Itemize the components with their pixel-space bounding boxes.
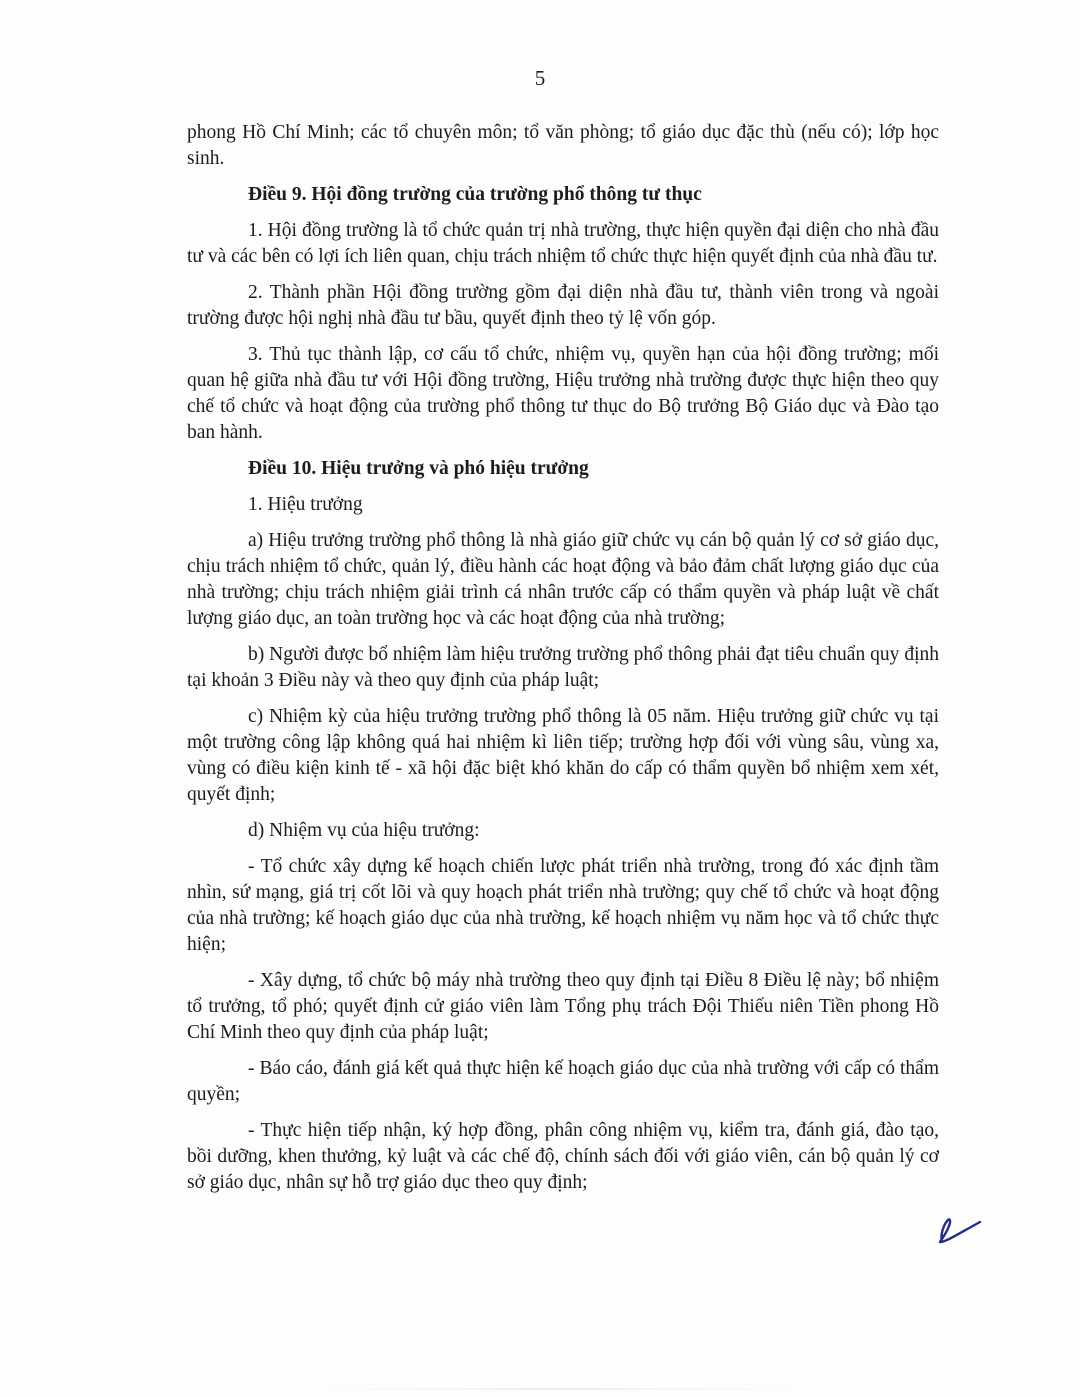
initial-signature-mark: [928, 1212, 984, 1246]
paragraph: - Tổ chức xây dựng kế hoạch chiến lược phát triển nhà trường, trong đó xác định tầm nhìn, sứ mạng, giá trị cốt lõi và quy hoạch phát triển nhà trường; quy chế tổ chức và hoạt động của nhà trường; kế hoạch giáo dục của nhà trường, kế hoạch nhiệm vụ năm học và tổ chức thực hiện;: [187, 856, 939, 955]
scan-artifact-line: [300, 1388, 820, 1390]
document-body: [187, 120, 939, 1206]
page-number: 5: [534, 66, 546, 90]
paragraph: d) Nhiệm vụ của hiệu trưởng:: [248, 820, 480, 841]
paragraph: 3. Thủ tục thành lập, cơ cấu tổ chức, nhiệm vụ, quyền hạn của hội đồng trường; mối quan hệ giữa nhà đầu tư với Hội đồng trường, Hiệu trưởng nhà trường được thực hiện theo quy chế tổ chức và hoạt động của trường phổ thông tư thục do Bộ trưởng Bộ Giáo dục và Đào tạo ban hành.: [187, 344, 939, 443]
paragraph: 1. Hội đồng trường là tổ chức quản trị nhà trường, thực hiện quyền đại diện cho nhà đầu tư và các bên có lợi ích liên quan, chịu trách nhiệm tổ chức thực hiện quyết định của nhà đầu tư.: [187, 220, 939, 267]
paragraph: c) Nhiệm kỳ của hiệu trưởng trường phổ thông là 05 năm. Hiệu trưởng giữ chức vụ tại một trường công lập không quá hai nhiệm kì liên tiếp; trường hợp đối với vùng sâu, vùng xa, vùng có điều kiện kinh tế - xã hội đặc biệt khó khăn do cấp có thẩm quyền bổ nhiệm xem xét, quyết định;: [187, 706, 939, 805]
article-heading-10: Điều 10. Hiệu trưởng và phó hiệu trưởng: [248, 458, 589, 479]
paragraph: - Báo cáo, đánh giá kết quả thực hiện kế hoạch giáo dục của nhà trường với cấp có thẩm quyền;: [187, 1058, 939, 1105]
paragraph: b) Người được bổ nhiệm làm hiệu trưởng trường phổ thông phải đạt tiêu chuẩn quy định tại khoản 3 Điều này và theo quy định của pháp luật;: [187, 644, 939, 691]
paragraph: - Xây dựng, tổ chức bộ máy nhà trường theo quy định tại Điều 8 Điều lệ này; bổ nhiệm tổ trưởng, tổ phó; quyết định cử giáo viên làm Tổng phụ trách Đội Thiếu niên Tiền phong Hồ Chí Minh theo quy định của pháp luật;: [187, 970, 939, 1043]
paragraph: 2. Thành phần Hội đồng trường gồm đại diện nhà đầu tư, thành viên trong và ngoài trường được hội nghị nhà đầu tư bầu, quyết định theo tỷ lệ vốn góp.: [187, 282, 939, 329]
paragraph-continuation: phong Hồ Chí Minh; các tổ chuyên môn; tổ văn phòng; tổ giáo dục đặc thù (nếu có); lớp học sinh.: [187, 122, 939, 169]
paragraph: a) Hiệu trưởng trường phổ thông là nhà giáo giữ chức vụ cán bộ quản lý cơ sở giáo dục, chịu trách nhiệm tổ chức, quản lý, điều hành các hoạt động và bảo đảm chất lượng giáo dục của nhà trường; chịu trách nhiệm giải trình cá nhân trước cấp có thẩm quyền và pháp luật về chất lượng giáo dục, an toàn trường học và các hoạt động của nhà trường;: [187, 530, 939, 629]
paragraph: 1. Hiệu trưởng: [248, 494, 363, 515]
article-heading-9: Điều 9. Hội đồng trường của trường phổ thông tư thục: [248, 184, 702, 205]
paragraph: - Thực hiện tiếp nhận, ký hợp đồng, phân công nhiệm vụ, kiểm tra, đánh giá, đào tạo, bồi dưỡng, khen thưởng, kỷ luật và các chế độ, chính sách đối với giáo viên, cán bộ quản lý cơ sở giáo dục, nhân sự hỗ trợ giáo dục theo quy định;: [187, 1120, 939, 1193]
